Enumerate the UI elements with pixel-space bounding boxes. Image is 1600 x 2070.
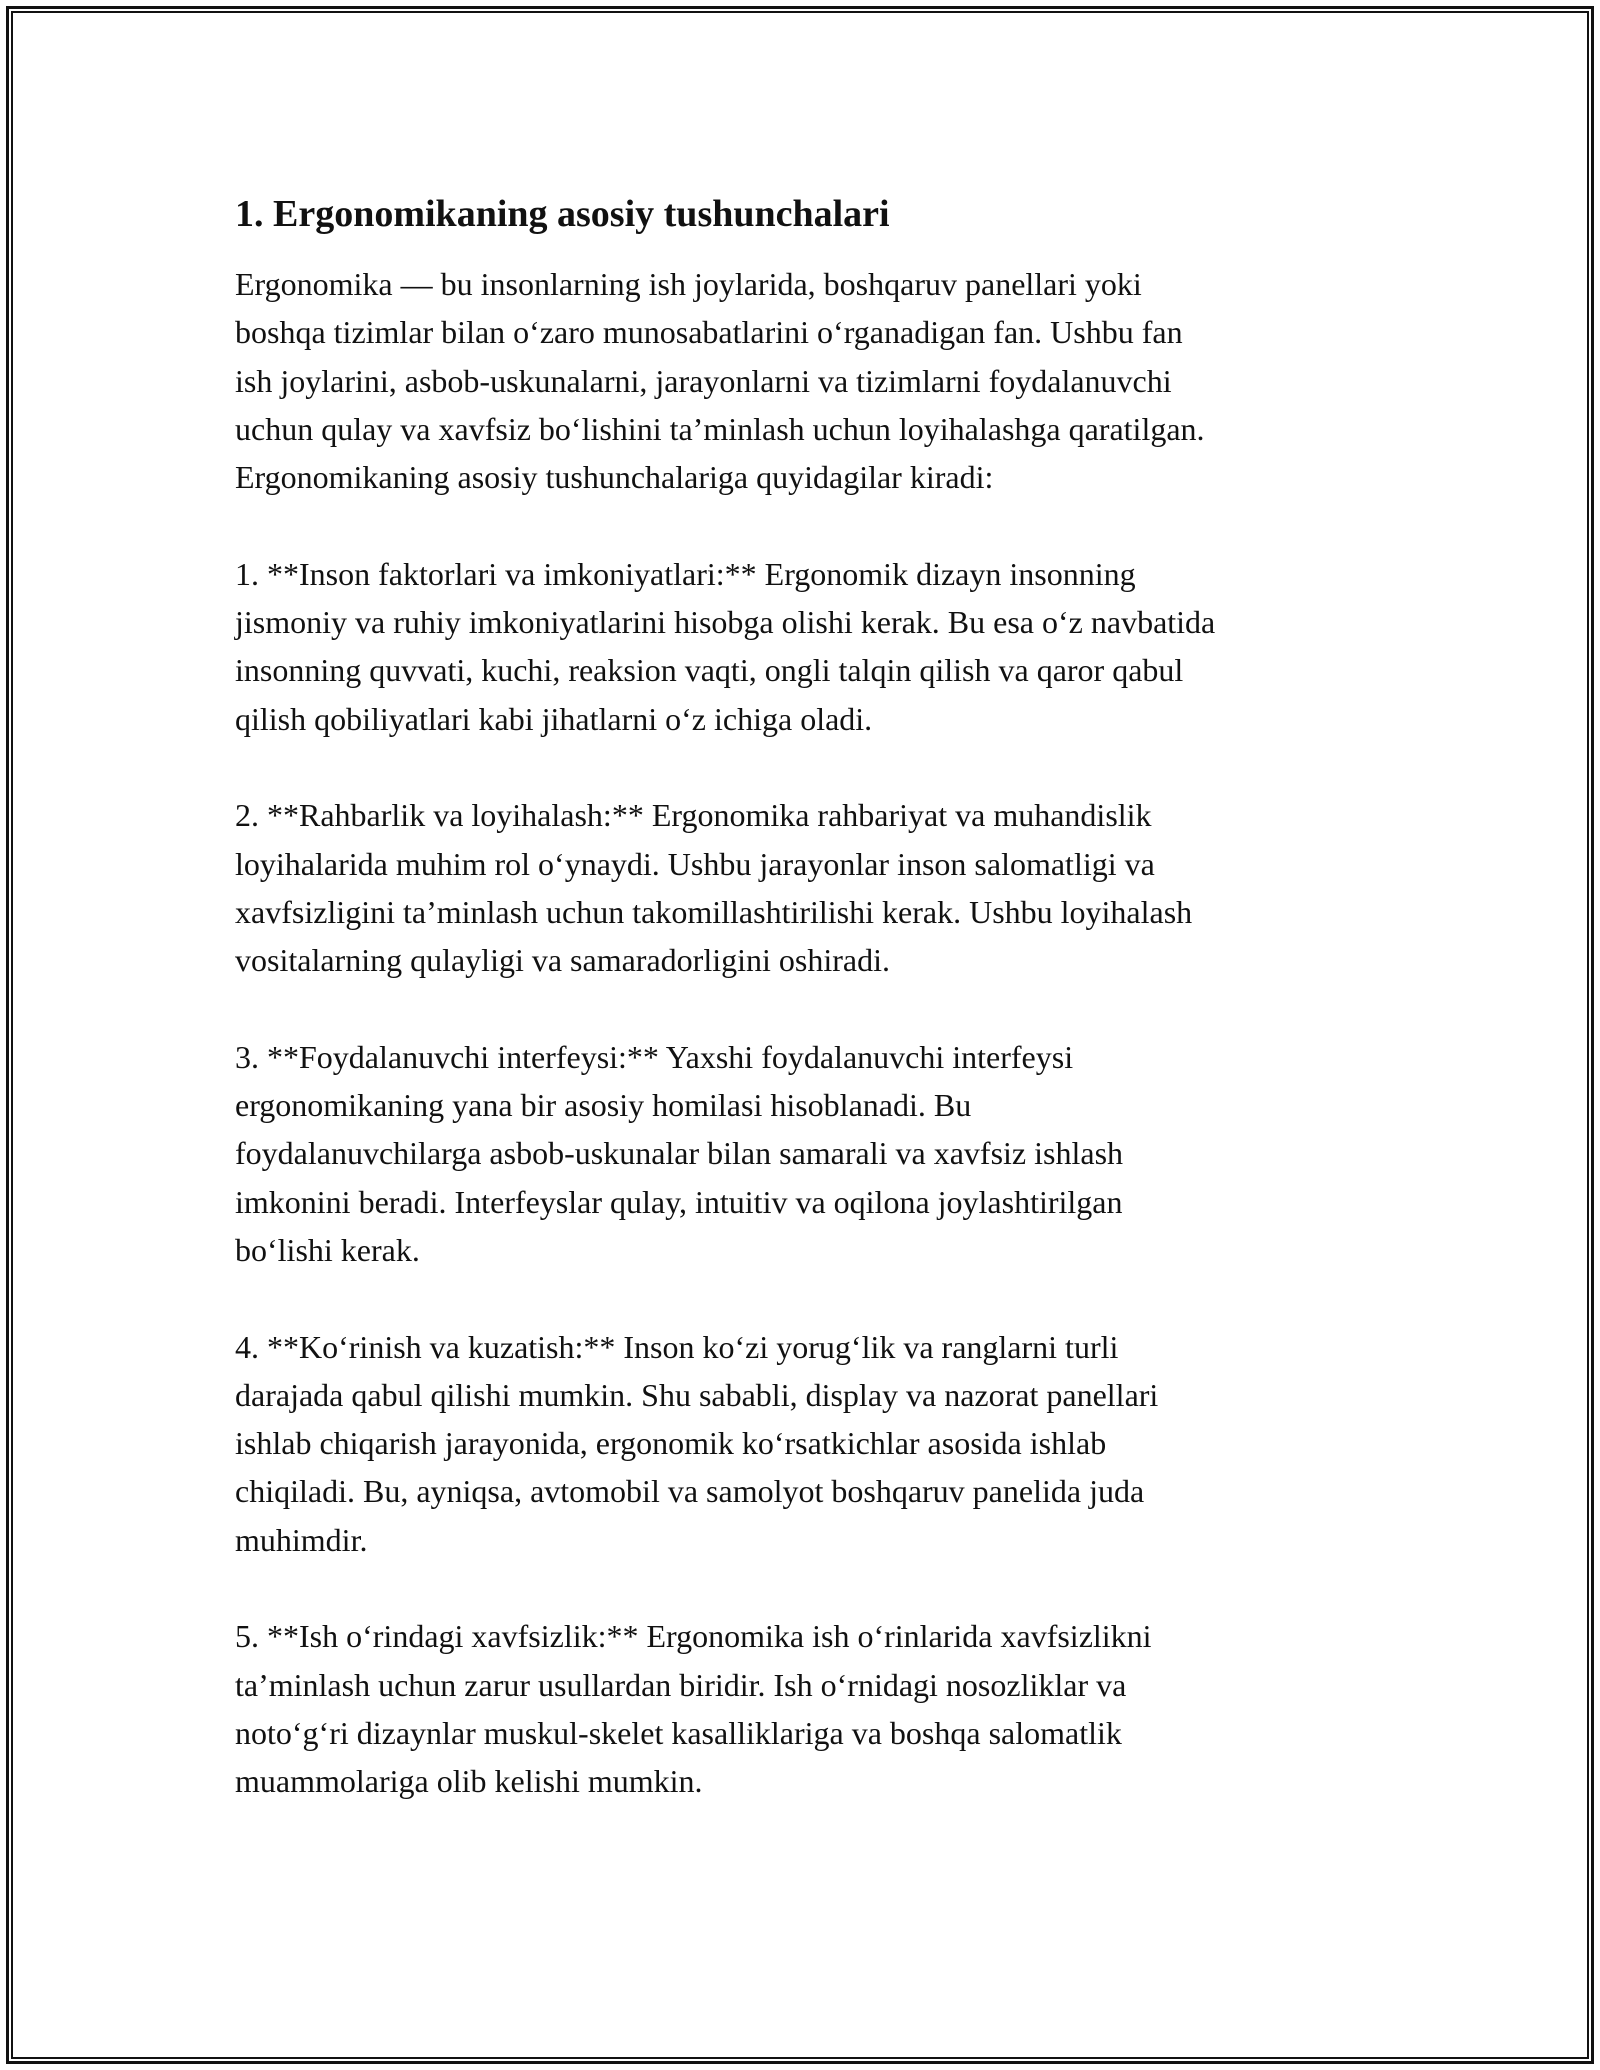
text-line: muhimdir. xyxy=(235,1521,368,1558)
text-line: 1. **Inson faktorlari va imkoniyatlari:** Ergonomik dizayn insonning xyxy=(235,555,1136,592)
list-item-paragraph xyxy=(235,1033,1395,1274)
text-line: 2. **Rahbarlik va loyihalash:** Ergonomika rahbariyat va muhandislik xyxy=(235,797,1152,834)
list-item-paragraph xyxy=(235,550,1395,743)
text-line: darajada qabul qilishi mumkin. Shu sababli, display va nazorat panellari xyxy=(235,1376,1159,1413)
list-item-paragraph xyxy=(235,791,1395,984)
text-line: chiqiladi. Bu, ayniqsa, avtomobil va samolyot boshqaruv panelida juda xyxy=(235,1473,1145,1510)
text-line: vositalarning qulayligi va samaradorligini oshiradi. xyxy=(235,942,890,979)
text-line: foydalanuvchilarga asbob-uskunalar bilan samarali va xavfsiz ishlash xyxy=(235,1135,1124,1172)
text-line: taʼminlash uchun zarur usullardan biridir. Ish oʻrnidagi nosozliklar va xyxy=(235,1666,1127,1703)
text-line: jismoniy va ruhiy imkoniyatlarini hisobga olishi kerak. Bu esa oʻz navbatida xyxy=(235,604,1216,641)
text-line: loyihalarida muhim rol oʻynaydi. Ushbu jarayonlar inson salomatligi va xyxy=(235,845,1155,882)
text-line: notoʻgʻri dizaynlar muskul-skelet kasalliklariga va boshqa salomatlik xyxy=(235,1714,1122,1751)
text-line: boshqa tizimlar bilan oʻzaro munosabatlarini oʻrganadigan fan. Ushbu fan xyxy=(235,314,1183,351)
list-item-paragraph xyxy=(235,1323,1395,1564)
text-line: ergonomikaning yana bir asosiy homilasi hisoblanadi. Bu xyxy=(235,1087,972,1124)
text-line: 5. **Ish oʻrindagi xavfsizlik:** Ergonomika ish oʻrinlarida xavfsizlikni xyxy=(235,1618,1152,1655)
text-line: uchun qulay va xavfsiz boʻlishini taʼminlash uchun loyihalashga qaratilgan. xyxy=(235,410,1205,447)
text-line: 3. **Foydalanuvchi interfeysi:** Yaxshi foydalanuvchi interfeysi xyxy=(235,1038,1074,1075)
text-line: Ergonomikaning asosiy tushunchalariga quyidagilar kiradi: xyxy=(235,459,994,496)
text-line: imkonini beradi. Interfeyslar qulay, intuitiv va oqilona joylashtirilgan xyxy=(235,1183,1123,1220)
text-line: boʻlishi kerak. xyxy=(235,1231,420,1268)
text-line: ishlab chiqarish jarayonida, ergonomik koʻrsatkichlar asosida ishlab xyxy=(235,1425,1107,1462)
text-line: qilish qobiliyatlari kabi jihatlarni oʻz ichiga oladi. xyxy=(235,700,873,737)
text-line: Ergonomika — bu insonlarning ish joylarida, boshqaruv panellari yoki xyxy=(235,266,1142,302)
text-line: muammolariga olib kelishi mumkin. xyxy=(235,1763,703,1800)
text-line: insonning quvvati, kuchi, reaksion vaqti, ongli talqin qilish va qaror qabul xyxy=(235,652,1184,689)
text-line: 4. **Koʻrinish va kuzatish:** Inson koʻzi yorugʻlik va ranglarni turli xyxy=(235,1328,1119,1365)
document-body xyxy=(235,188,1395,1806)
list-item-paragraph xyxy=(235,1612,1395,1805)
text-line: ish joylarini, asbob-uskunalarni, jarayonlarni va tizimlarni foydalanuvchi xyxy=(235,362,1172,399)
text-line: xavfsizligini taʼminlash uchun takomillashtirilishi kerak. Ushbu loyihalash xyxy=(235,893,1193,930)
document-title: 1. Ergonomikaning asosiy tushunchalari xyxy=(235,193,890,235)
intro-paragraph xyxy=(235,260,1395,501)
